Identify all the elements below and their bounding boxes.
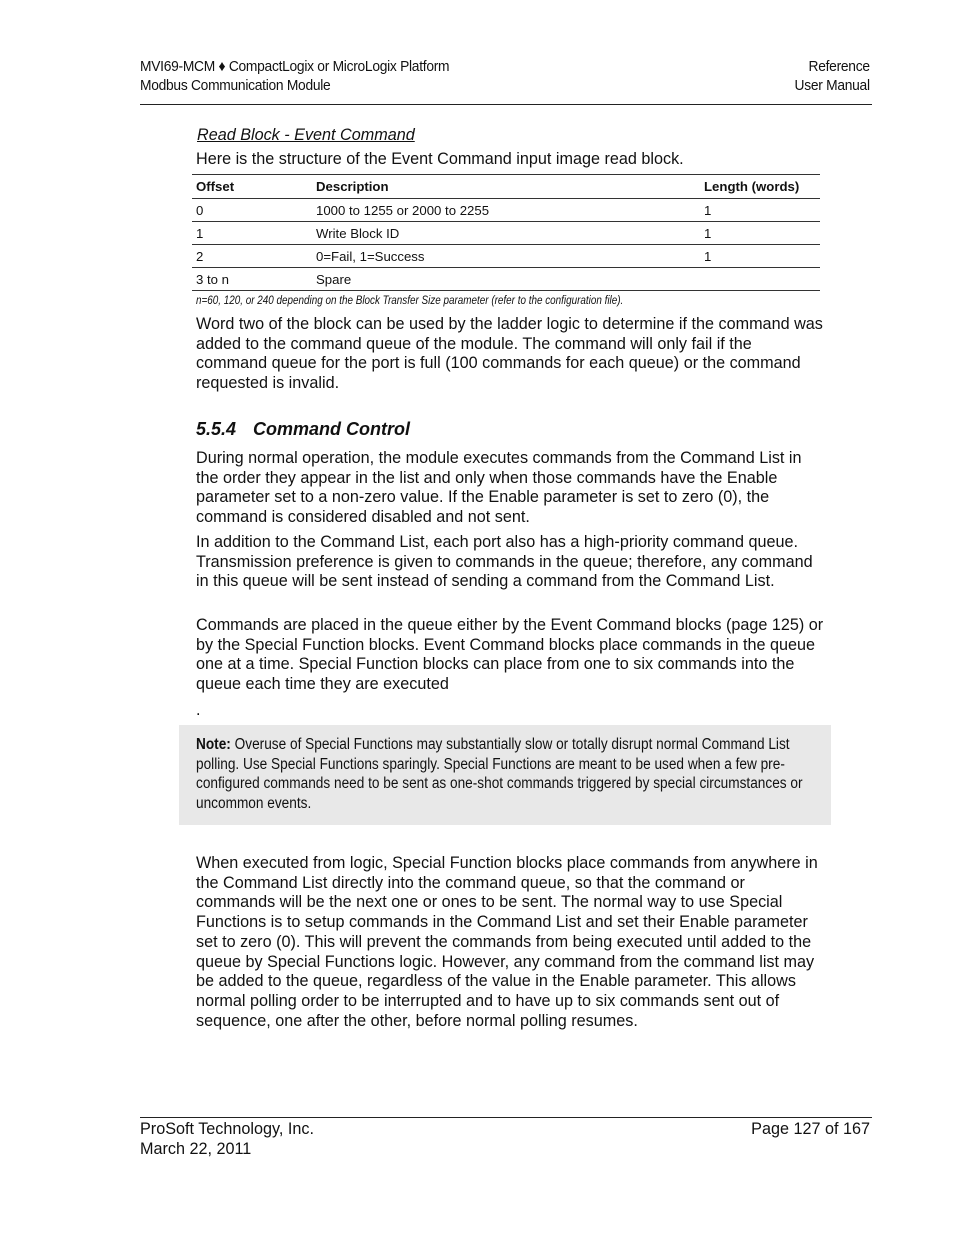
paragraph-command-queue: In addition to the Command List, each port also has a high-priority command queue. Transmission preference is given to commands in the queue; therefore, any command in this queue will be sent instead of sending a command from the Command List. [196, 533, 813, 591]
table-caption: Read Block - Event Command [197, 126, 415, 144]
col-header-length: Length (words) [700, 175, 820, 199]
note-text [196, 735, 812, 814]
paragraph-special-functions: When executed from logic, Special Function blocks place commands from anywhere in the Command List directly into the command queue, so that the command or commands will be the next one or ones to be sent. The normal way to use Special Functions is to setup commands in the Command List and set their Enable parameter set to zero (0). This will prevent the commands from being executed until added to the queue by Special Functions logic. However, any command from the command list may be added to the queue, regardless of the value in the Enable parameter. This allows normal polling order to be interrupted and to have up to six commands sent out of sequence, one after the other, before normal polling resumes. [196, 854, 818, 1030]
page-footer-left [140, 1120, 314, 1159]
table-row [192, 222, 820, 245]
cell-description: 0=Fail, 1=Success [312, 245, 700, 268]
paragraph-normal-operation: During normal operation, the module executes commands from the Command List in the order they appear in the list and only when those commands have the Enable parameter set to a non-zero value. If the Enable parameter is set to zero (0), the command is considered disabled and not sent. [196, 449, 802, 527]
table-header-row [192, 175, 820, 199]
cell-length: 1 [700, 199, 820, 222]
section-heading [196, 419, 410, 440]
cell-offset: 3 to n [192, 268, 312, 291]
page-header-left [140, 57, 449, 95]
stray-period: . [196, 701, 201, 719]
page-header-right [795, 57, 870, 95]
header-section-label: Reference [808, 58, 870, 75]
table-row [192, 245, 820, 268]
table-row [192, 199, 820, 222]
cell-length: 1 [700, 222, 820, 245]
cell-description: Spare [312, 268, 700, 291]
cell-length [700, 268, 820, 291]
header-manual-label: User Manual [794, 77, 870, 94]
footer-page-number: Page 127 of 167 [751, 1120, 870, 1138]
section-number: 5.5.4 [196, 419, 237, 439]
note-label: Note: [196, 736, 231, 753]
cell-description: Write Block ID [312, 222, 700, 245]
header-rule [140, 104, 872, 105]
table-footnote: n=60, 120, or 240 depending on the Block Transfer Size parameter (refer to the configuration file). [196, 295, 624, 307]
table-intro: Here is the structure of the Event Command input image read block. [196, 150, 684, 168]
header-product-title: MVI69-MCM ♦ CompactLogix or MicroLogix Platform [140, 58, 450, 75]
col-header-description: Description [312, 175, 700, 199]
footer-company: ProSoft Technology, Inc. [140, 1120, 314, 1138]
cell-offset: 0 [192, 199, 312, 222]
col-header-offset: Offset [192, 175, 312, 199]
cell-offset: 2 [192, 245, 312, 268]
footer-rule [140, 1117, 872, 1118]
paragraph-queue-placement: Commands are placed in the queue either by the Event Command blocks (page 125) or by the Special Function blocks. Event Command blocks place commands in the queue one at a time. Special Function blocks can place from one to six commands into the queue each time they are executed [196, 616, 824, 694]
header-module-title: Modbus Communication Module [140, 77, 331, 94]
event-command-table [192, 174, 820, 291]
cell-length: 1 [700, 245, 820, 268]
footer-date: March 22, 2011 [140, 1139, 252, 1158]
paragraph-word-two: Word two of the block can be used by the ladder logic to determine if the command was added to the command queue of the module. The command will only fail if the command queue for the port is full (100 commands for each queue) or the command requested is invalid. [196, 315, 823, 393]
section-title: Command Control [253, 419, 410, 439]
note-body: Overuse of Special Functions may substantially slow or totally disrupt normal Command List polling. Use Special Functions sparingly. Special Functions are meant to be used when a few pre-configured commands need to be sent as one-shot commands triggered by special circumstances or uncommon events. [196, 736, 803, 813]
cell-description: 1000 to 1255 or 2000 to 2255 [312, 199, 700, 222]
cell-offset: 1 [192, 222, 312, 245]
table-row [192, 268, 820, 291]
